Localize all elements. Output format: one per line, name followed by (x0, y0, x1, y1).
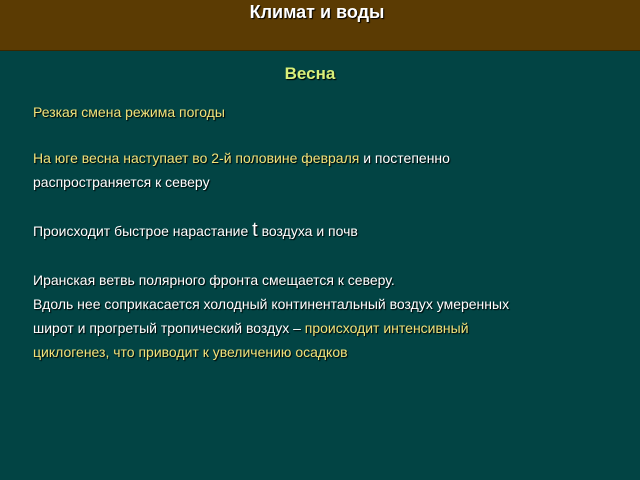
paragraph-polar-front (33, 268, 603, 364)
cyclogenesis-highlight-1: происходит интенсивный (304, 320, 469, 336)
paragraph-temperature-rise (33, 218, 603, 243)
paragraph-weather-change: Резкая смена режима погоды (33, 104, 225, 120)
spring-south-rest: и постепенно (359, 150, 450, 166)
temperature-text-after: воздуха и почв (257, 223, 358, 239)
spring-south-highlight: На юге весна наступает во 2-й половине февраля (33, 150, 360, 166)
cyclogenesis-highlight-2: циклогенез, что приводит к увеличению осадков (33, 344, 348, 360)
slide-title: Климат и воды (249, 2, 385, 22)
temperature-text-before: Происходит быстрое нарастание (33, 223, 253, 239)
polar-front-line1: Иранская ветвь полярного фронта смещается к северу. (33, 272, 395, 288)
title-bar (0, 0, 640, 51)
slide-subtitle: Весна (284, 64, 336, 83)
temperature-symbol: t (252, 219, 258, 241)
polar-front-line3: широт и прогретый тропический воздух – (33, 320, 305, 336)
spring-south-line2: распространяется к северу (33, 174, 210, 190)
polar-front-line2: Вдоль нее соприкасается холодный континентальный воздух умеренных (33, 296, 510, 312)
paragraph-spring-south (33, 146, 603, 194)
